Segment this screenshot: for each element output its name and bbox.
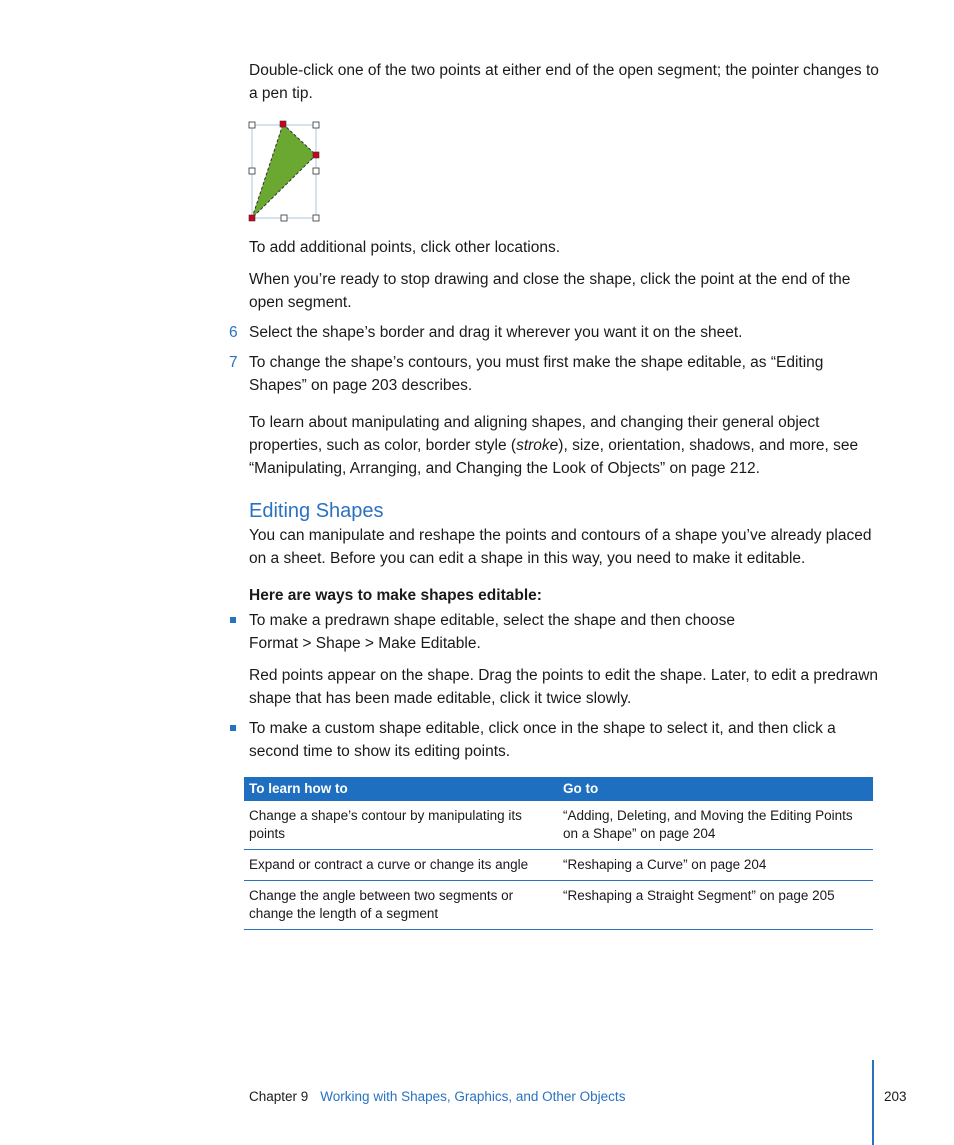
ways-label: Here are ways to make shapes editable: [249,587,542,604]
bullet-icon [230,617,236,623]
table-cell-link[interactable]: “Adding, Deleting, and Moving the Editing Points on a Shape” on page 204 [558,801,873,850]
column-header: To learn how to [244,777,558,801]
shape-figure [247,120,321,229]
green-triangle-shape [252,124,316,218]
table-cell-task: Change the angle between two segments or change the length of a segment [244,881,558,930]
chapter-label: Chapter 9 [249,1089,309,1104]
close-shape-paragraph: When you’re ready to stop drawing and close the shape, click the point at the end of the open segment. [249,271,851,311]
footer-divider [872,1060,874,1145]
edit-point [280,121,286,127]
reference-table [244,777,873,930]
section-heading: Editing Shapes [249,500,384,522]
instruction-paragraph: Double-click one of the two points at either end of the open segment; the pointer changes to a pen tip. [249,62,879,102]
chapter-title[interactable]: Working with Shapes, Graphics, and Other Objects [320,1089,626,1104]
bullet-1-note: Red points appear on the shape. Drag the points to edit the shape. Later, to edit a predrawn shape that has been made editable, click it twice slowly. [249,667,879,707]
selection-handle [249,122,255,128]
table-cell-link[interactable]: “Reshaping a Straight Segment” on page 205 [558,881,873,930]
column-header: Go to [558,777,873,801]
footer-chapter [249,1087,625,1107]
table-cell-task: Expand or contract a curve or change its angle [244,850,558,881]
table-row [244,801,873,850]
table-cell-link[interactable]: “Reshaping a Curve” on page 204 [558,850,873,881]
bullet-icon [230,725,236,731]
table-header-row [244,777,873,801]
triangle-shape-illustration [247,120,321,224]
selection-handle [313,122,319,128]
table-row [244,881,873,930]
step-number: 7 [229,354,238,371]
add-points-paragraph: To add additional points, click other locations. [249,239,561,256]
selection-handle [249,168,255,174]
page-number: 203 [884,1089,907,1104]
edit-point [313,152,319,158]
bullet-1-line2: Format > Shape > Make Editable. [249,635,481,652]
edit-point [249,215,255,221]
selection-handle [313,168,319,174]
learn-more-text-cont: ), size, orientation, shadows, and more, see “Manipulating, Arranging, and Changing the Look of Objects” on page 212. [249,437,859,477]
stroke-term: stroke [516,437,559,454]
table-cell-task: Change a shape’s contour by manipulating its points [244,801,558,850]
learn-more-paragraph [249,411,879,480]
learn-more-text: To learn about manipulating and aligning shapes, and changing their general object properties, such as color, border style ( [249,414,820,454]
step-6-text: Select the shape’s border and drag it wherever you want it on the sheet. [249,324,743,341]
bullet-2-text: To make a custom shape editable, click once in the shape to select it, and then click a second time to show its editing points. [249,720,836,760]
bullet-1-line1: To make a predrawn shape editable, select the shape and then choose [249,612,735,629]
selection-handle [313,215,319,221]
step-7-text: To change the shape’s contours, you must first make the shape editable, as “Editing Shapes” on page 203 describes. [249,354,824,394]
selection-handle [281,215,287,221]
section-intro: You can manipulate and reshape the points and contours of a shape you’ve already placed on a sheet. Before you can edit a shape in this way, you need to make it editable. [249,527,872,567]
bullet-1-text [249,609,879,655]
step-number: 6 [229,324,238,341]
table-row [244,850,873,881]
